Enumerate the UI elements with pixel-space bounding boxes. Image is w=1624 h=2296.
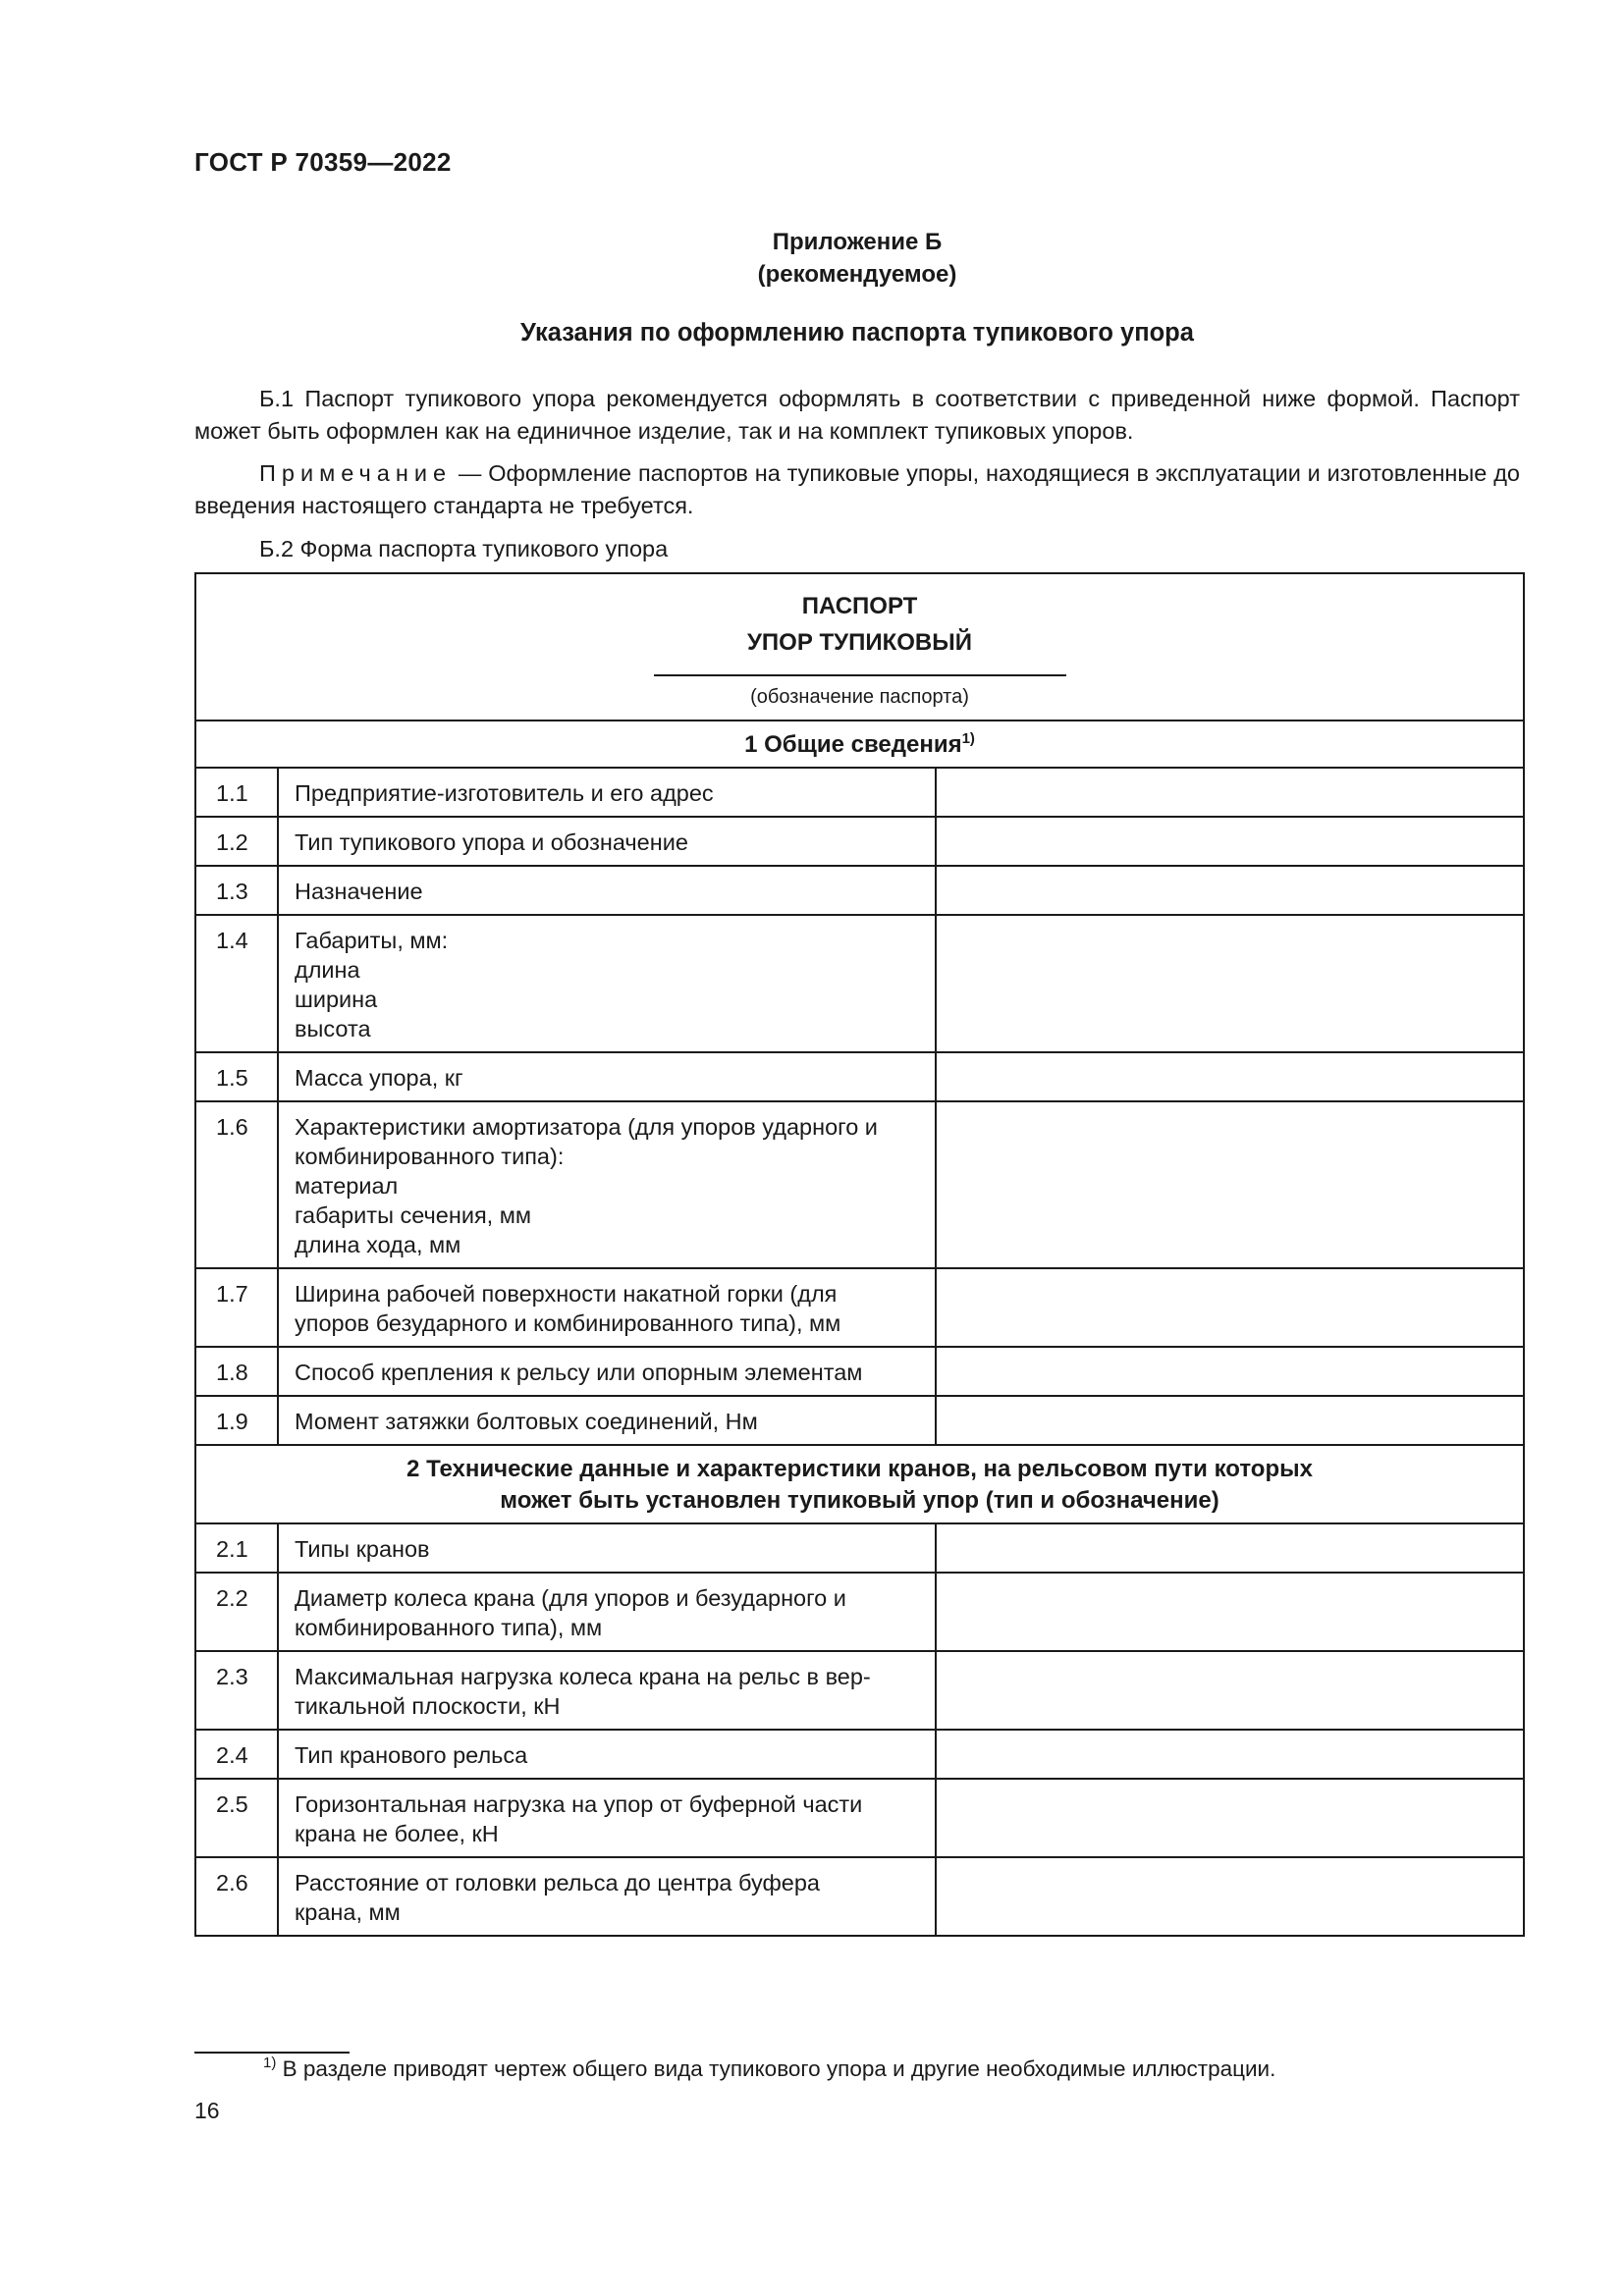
form-header-cell — [195, 573, 1524, 721]
paragraph-b1 — [194, 383, 1520, 448]
item-name — [278, 866, 936, 915]
item-name — [278, 1730, 936, 1779]
item-name-line: крана, мм — [295, 1899, 401, 1925]
item-value-field — [936, 1651, 1524, 1730]
item-name-line: упоров безударного и комбинированного типа), мм — [295, 1310, 841, 1336]
item-value-field — [936, 1730, 1524, 1779]
standard-code: ГОСТ Р 70359—2022 — [194, 147, 452, 177]
note-paragraph — [194, 457, 1520, 522]
section-1-title: 1 Общие сведения — [744, 731, 962, 758]
item-number: 2.4 — [195, 1730, 278, 1779]
item-value-field — [936, 768, 1524, 817]
item-name-line: высота — [295, 1016, 371, 1041]
designation-caption: (обозначение паспорта) — [750, 686, 969, 708]
footnote-mark: 1) — [263, 2055, 277, 2071]
item-name — [278, 1523, 936, 1573]
form-row — [195, 1730, 1524, 1779]
form-row — [195, 768, 1524, 817]
item-number: 1.6 — [195, 1101, 278, 1268]
item-name-line: габариты сечения, мм — [295, 1202, 532, 1228]
form-row — [195, 1101, 1524, 1268]
item-value-field — [936, 1052, 1524, 1101]
form-row — [195, 1857, 1524, 1936]
item-name-line: Назначение — [295, 879, 423, 904]
item-number: 2.3 — [195, 1651, 278, 1730]
form-row — [195, 1523, 1524, 1573]
footnote — [263, 2055, 1275, 2084]
footnote-text: В разделе приводят чертеж общего вида тупикового упора и другие необходимые иллюстрации. — [276, 2056, 1276, 2081]
item-number: 1.4 — [195, 915, 278, 1052]
page-number: 16 — [194, 2098, 220, 2123]
item-number: 2.2 — [195, 1573, 278, 1651]
item-number: 1.7 — [195, 1268, 278, 1347]
form-row — [195, 1052, 1524, 1101]
item-value-field — [936, 1101, 1524, 1268]
item-name-line: тикальной плоскости, кН — [295, 1693, 561, 1719]
item-name-line: Характеристики амортизатора (для упоров ударного и — [295, 1114, 878, 1140]
note-label: Примечание — [259, 460, 453, 486]
paragraph-b2-text: Б.2 Форма паспорта тупикового упора — [259, 536, 669, 561]
form-row — [195, 915, 1524, 1052]
item-name-line: Способ крепления к рельсу или опорным элементам — [295, 1360, 863, 1385]
item-number: 1.5 — [195, 1052, 278, 1101]
item-value-field — [936, 915, 1524, 1052]
item-name — [278, 915, 936, 1052]
section-2-row — [195, 1445, 1524, 1523]
item-value-field — [936, 1573, 1524, 1651]
item-number: 2.6 — [195, 1857, 278, 1936]
section-2-title-line-2: может быть установлен тупиковый упор (тип и обозначение) — [500, 1487, 1219, 1514]
form-subtitle: УПОР ТУПИКОВЫЙ — [746, 629, 972, 656]
item-name-line: Момент затяжки болтовых соединений, Нм — [295, 1409, 758, 1434]
item-name-line: Тип тупикового упора и обозначение — [295, 829, 688, 855]
item-value-field — [936, 1523, 1524, 1573]
item-name-line: Тип кранового рельса — [295, 1742, 528, 1768]
item-name — [278, 1779, 936, 1857]
item-name-line: Предприятие-изготовитель и его адрес — [295, 780, 714, 806]
item-name — [278, 1396, 936, 1445]
item-name — [278, 1857, 936, 1936]
item-value-field — [936, 1779, 1524, 1857]
section-title: Указания по оформлению паспорта тупикового упора — [520, 319, 1194, 347]
paragraph-b2 — [194, 533, 1520, 565]
item-name-line: Диаметр колеса крана (для упоров и безударного и — [295, 1585, 846, 1611]
item-number: 1.1 — [195, 768, 278, 817]
form-row — [195, 1396, 1524, 1445]
item-name — [278, 1101, 936, 1268]
item-name-line: длина хода, мм — [295, 1232, 461, 1257]
note-text: — Оформление паспортов на тупиковые упоры, находящиеся в эксплуатации и изготовленные до введения настоящего стандарта не требуется. — [194, 460, 1520, 518]
item-name-line: крана не более, кН — [295, 1821, 499, 1846]
designation-blank-line — [654, 674, 1066, 676]
item-value-field — [936, 817, 1524, 866]
form-row — [195, 1268, 1524, 1347]
item-name-line: Горизонтальная нагрузка на упор от буферной части — [295, 1791, 863, 1817]
item-name-line: материал — [295, 1173, 399, 1199]
item-number: 2.1 — [195, 1523, 278, 1573]
item-number: 1.9 — [195, 1396, 278, 1445]
item-number: 2.5 — [195, 1779, 278, 1857]
section-2-heading — [195, 1445, 1524, 1523]
item-number: 1.3 — [195, 866, 278, 915]
section-1-footnote-mark: 1) — [961, 730, 975, 747]
appendix-status: (рекомендуемое) — [757, 261, 957, 288]
item-value-field — [936, 1857, 1524, 1936]
item-name — [278, 768, 936, 817]
form-title: ПАСПОРТ — [801, 593, 918, 619]
form-row — [195, 1573, 1524, 1651]
item-name — [278, 1052, 936, 1101]
item-name-line: длина — [295, 957, 360, 983]
form-row — [195, 1779, 1524, 1857]
item-name-line: Масса упора, кг — [295, 1065, 463, 1091]
item-value-field — [936, 1347, 1524, 1396]
footnote-separator — [194, 2052, 350, 2054]
item-value-field — [936, 1268, 1524, 1347]
paragraph-b1-text: Б.1 Паспорт тупикового упора рекомендуется оформлять в соответствии с приведенной ниже формой. Паспорт может быть оформлен как на единичное изделие, так и на комплект тупиковых упоров. — [194, 386, 1520, 444]
item-name-line: Ширина рабочей поверхности накатной горки (для — [295, 1281, 838, 1307]
item-name-line: комбинированного типа): — [295, 1144, 565, 1169]
form-row — [195, 817, 1524, 866]
passport-form-table — [194, 572, 1525, 1937]
item-name-line: Габариты, мм: — [295, 928, 449, 953]
item-name-line: ширина — [295, 987, 378, 1012]
item-name — [278, 817, 936, 866]
item-name — [278, 1573, 936, 1651]
section-1-heading — [195, 721, 1524, 768]
item-value-field — [936, 1396, 1524, 1445]
form-header-row — [195, 573, 1524, 721]
item-name — [278, 1651, 936, 1730]
item-number: 1.8 — [195, 1347, 278, 1396]
item-name-line: Типы кранов — [295, 1536, 430, 1562]
section-1-row — [195, 721, 1524, 768]
section-2-title-line-1: 2 Технические данные и характеристики кранов, на рельсовом пути которых — [406, 1456, 1313, 1482]
item-name — [278, 1347, 936, 1396]
item-name-line: комбинированного типа), мм — [295, 1615, 603, 1640]
item-name-line: Максимальная нагрузка колеса крана на рельс в вер- — [295, 1664, 871, 1689]
form-row — [195, 1651, 1524, 1730]
item-number: 1.2 — [195, 817, 278, 866]
item-name-line: Расстояние от головки рельса до центра буфера — [295, 1870, 821, 1896]
appendix-title: Приложение Б — [772, 229, 943, 255]
item-value-field — [936, 866, 1524, 915]
item-name — [278, 1268, 936, 1347]
form-row — [195, 866, 1524, 915]
form-row — [195, 1347, 1524, 1396]
